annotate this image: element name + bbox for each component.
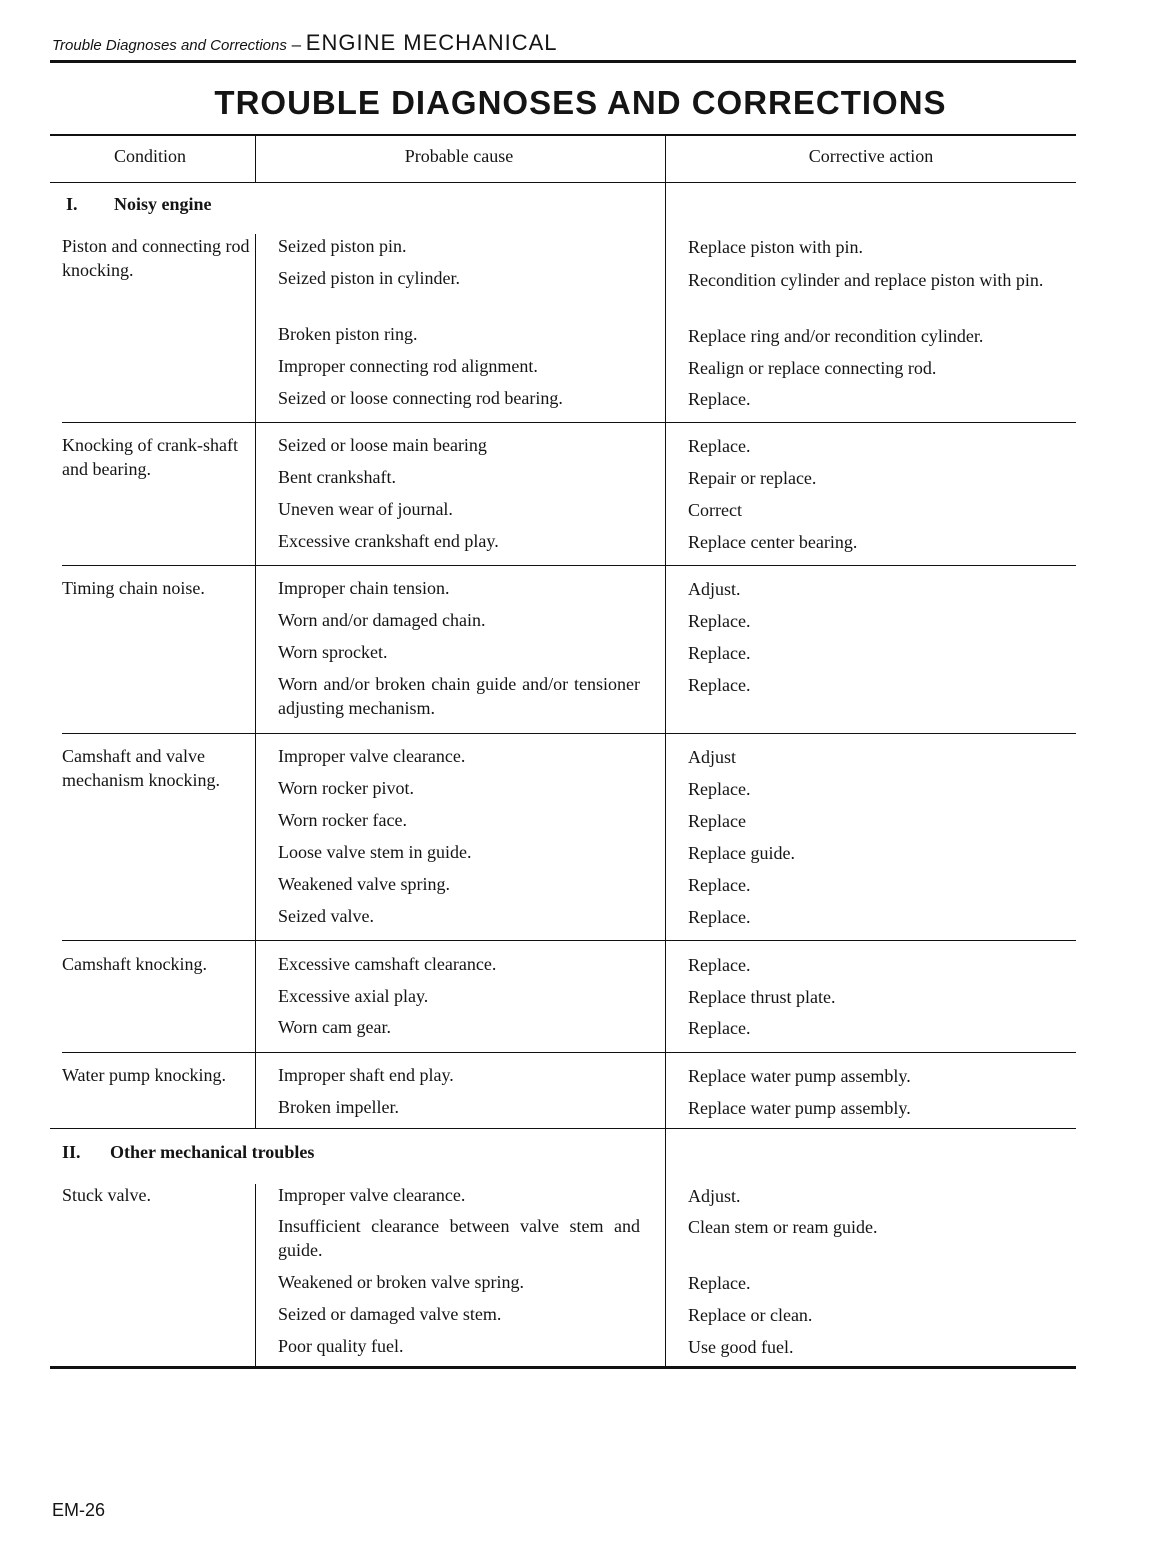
- section-heading: [66, 194, 212, 215]
- action-cell: Replace.: [688, 907, 751, 927]
- cause-cell: Seized or loose connecting rod bearing.: [278, 388, 563, 408]
- action-cell: Correct: [688, 500, 742, 520]
- action-cell: Replace.: [688, 955, 751, 975]
- cause-cell: Excessive axial play.: [278, 986, 429, 1006]
- column-header-cause: Probable cause: [404, 146, 514, 166]
- cause-cell: Worn rocker face.: [278, 810, 407, 830]
- action-cell: Replace ring and/or recondition cylinder.: [688, 326, 984, 346]
- cause-cell: Uneven wear of journal.: [278, 499, 453, 519]
- cause-cell: Improper valve clearance.: [278, 1185, 466, 1205]
- action-cell: Use good fuel.: [688, 1337, 794, 1357]
- action-cell: Replace thrust plate.: [688, 987, 836, 1007]
- action-cell: Realign or replace connecting rod.: [688, 358, 937, 378]
- row-separator: [62, 1052, 1076, 1053]
- column-divider: [255, 136, 256, 182]
- cause-cell: Improper shaft end play.: [278, 1065, 454, 1085]
- cause-cell: Broken impeller.: [278, 1097, 399, 1117]
- running-header: [52, 30, 558, 56]
- cause-cell: Weakened valve spring.: [278, 874, 450, 894]
- action-cell: Adjust.: [688, 579, 741, 599]
- section-heading: [62, 1142, 314, 1163]
- page-title: TROUBLE DIAGNOSES AND CORRECTIONS: [214, 84, 947, 121]
- action-cell: Replace piston with pin.: [688, 237, 863, 257]
- cause-cell: Worn sprocket.: [278, 642, 388, 662]
- cause-cell: Bent crankshaft.: [278, 467, 396, 487]
- table-bottom-rule: [50, 1366, 1076, 1369]
- header-chapter: ENGINE MECHANICAL: [305, 30, 558, 55]
- header-bottom-rule: [50, 182, 1076, 183]
- condition-cell: Water pump knocking.: [62, 1065, 227, 1085]
- cause-cell: Improper connecting rod alignment.: [278, 356, 538, 376]
- page-number: EM-26: [52, 1500, 106, 1520]
- section-number: I.: [66, 194, 78, 214]
- cause-cell: Seized or damaged valve stem.: [278, 1304, 502, 1324]
- cause-cell: Seized piston in cylinder.: [278, 268, 460, 288]
- table-top-rule: [50, 134, 1076, 136]
- cause-cell: Seized or loose main bearing: [278, 435, 487, 455]
- condition-cell: Piston and connecting rod knocking.: [62, 236, 250, 280]
- section-separator: [50, 1128, 1076, 1129]
- cause-cell: Excessive camshaft clearance.: [278, 954, 497, 974]
- action-cell: Replace center bearing.: [688, 532, 858, 552]
- cause-cell: Worn and/or broken chain guide and/or tensioner adjusting mechanism.: [278, 674, 640, 718]
- action-cell: Replace.: [688, 643, 751, 663]
- header-rule: [50, 60, 1076, 63]
- action-cell: Replace.: [688, 1273, 751, 1293]
- condition-cell: Knocking of crank-shaft and bearing.: [62, 435, 238, 479]
- cause-cell: Insufficient clearance between valve stem and guide.: [278, 1216, 640, 1260]
- action-cell: Replace.: [688, 389, 751, 409]
- cause-cell: Excessive crankshaft end play.: [278, 531, 499, 551]
- action-cell: Adjust: [688, 747, 737, 767]
- action-cell: Replace.: [688, 436, 751, 456]
- action-cell: Replace: [688, 811, 746, 831]
- action-cell: Replace water pump assembly.: [688, 1098, 911, 1118]
- cause-cell: Improper chain tension.: [278, 578, 450, 598]
- action-cell: Recondition cylinder and replace piston with pin.: [688, 270, 1044, 290]
- column-divider: [665, 136, 666, 1366]
- column-divider: [255, 1184, 256, 1366]
- section-label: Noisy engine: [114, 194, 212, 214]
- cause-cell: Seized valve.: [278, 906, 374, 926]
- action-cell: Replace water pump assembly.: [688, 1066, 911, 1086]
- cause-cell: Worn cam gear.: [278, 1017, 392, 1037]
- condition-cell: Timing chain noise.: [62, 578, 205, 598]
- column-header-condition: Condition: [113, 146, 186, 166]
- cause-cell: Loose valve stem in guide.: [278, 842, 472, 862]
- condition-cell: Camshaft and valve mechanism knocking.: [62, 746, 220, 790]
- action-cell: Replace guide.: [688, 843, 795, 863]
- cause-cell: Worn rocker pivot.: [278, 778, 415, 798]
- cause-cell: Weakened or broken valve spring.: [278, 1272, 524, 1292]
- action-cell: Replace.: [688, 875, 751, 895]
- column-header-action: Corrective action: [808, 146, 934, 166]
- condition-cell: Camshaft knocking.: [62, 954, 207, 974]
- action-cell: Replace.: [688, 611, 751, 631]
- row-separator: [62, 733, 1076, 734]
- condition-cell: Stuck valve.: [62, 1185, 151, 1205]
- cause-cell: Improper valve clearance.: [278, 746, 466, 766]
- action-cell: Repair or replace.: [688, 468, 817, 488]
- column-divider: [255, 234, 256, 1128]
- header-separator: –: [291, 35, 302, 54]
- cause-cell: Poor quality fuel.: [278, 1336, 404, 1356]
- action-cell: Replace.: [688, 1018, 751, 1038]
- section-number: II.: [62, 1142, 81, 1162]
- action-cell: Replace.: [688, 779, 751, 799]
- action-cell: Clean stem or ream guide.: [688, 1217, 878, 1237]
- row-separator: [62, 565, 1076, 566]
- action-cell: Replace.: [688, 675, 751, 695]
- action-cell: Adjust.: [688, 1186, 741, 1206]
- cause-cell: Seized piston pin.: [278, 236, 407, 256]
- header-section: Trouble Diagnoses and Corrections: [52, 37, 287, 54]
- row-separator: [62, 422, 1076, 423]
- cause-cell: Worn and/or damaged chain.: [278, 610, 486, 630]
- action-cell: Replace or clean.: [688, 1305, 813, 1325]
- cause-cell: Broken piston ring.: [278, 324, 418, 344]
- row-separator: [62, 940, 1076, 941]
- section-label: Other mechanical troubles: [110, 1142, 315, 1162]
